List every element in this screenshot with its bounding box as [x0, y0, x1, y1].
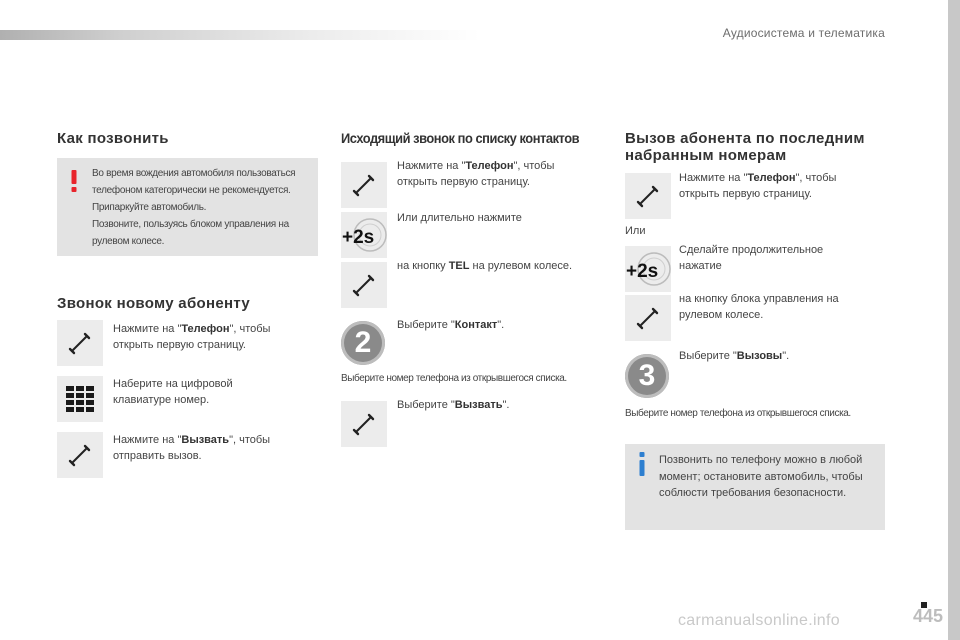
phone-button	[341, 162, 387, 208]
warning-line: рулевом колесе.	[92, 236, 165, 247]
text-part: Нажмите на "	[679, 172, 748, 184]
warning-line: Позвоните, пользуясь блоком управления на	[92, 219, 289, 230]
step-number-2: 2	[341, 321, 385, 365]
phone-icon	[635, 305, 661, 331]
text-part: ", чтобы открыть первую страницу.	[113, 323, 271, 351]
call-button	[57, 432, 103, 478]
col3-note: Выберите номер телефона из открывшегося списка.	[625, 408, 851, 419]
warning-line: телефоном категорически не рекомендуется.	[92, 185, 291, 196]
steering-button	[625, 295, 671, 341]
col1-step3-text	[113, 432, 303, 464]
text-part: ".	[497, 319, 505, 331]
col2-note: Выберите номер телефона из открывшегося списка.	[341, 373, 567, 384]
col3-title	[625, 130, 865, 164]
steering-badge-icon	[625, 246, 671, 292]
info-icon	[638, 452, 646, 476]
warning-line: Во время вождения автомобиля пользоваться	[92, 168, 296, 179]
text-part: Выберите "	[397, 399, 455, 411]
text-part: ", чтобы открыть первую страницу.	[679, 172, 837, 200]
header-bar	[0, 30, 480, 40]
bold-label: Телефон	[465, 160, 514, 172]
info-text: Позвонить по телефону можно в любой момент; остановите автомобиль, чтобы соблюсти требования безопасности.	[659, 454, 863, 499]
page-edge-strip	[948, 0, 960, 640]
phone-icon	[351, 411, 377, 437]
col1-step1-text	[113, 321, 303, 353]
text-part: Выберите "	[397, 319, 455, 331]
col3-long-press: Сделайте продолжительное нажатие	[679, 244, 824, 272]
col3-select-calls	[679, 348, 789, 364]
text-part: Выберите "	[679, 350, 737, 362]
col2-or-long-press: Или длительно нажмите	[397, 212, 522, 224]
phone-icon	[635, 183, 661, 209]
col2-select-contact	[397, 317, 504, 333]
col1-title: Как позвонить	[57, 130, 169, 147]
call-button	[341, 401, 387, 447]
phone-icon	[351, 172, 377, 198]
text-part: на рулевом колесе.	[469, 260, 573, 272]
col3-step1-text	[679, 170, 874, 202]
bold-label: Вызовы	[736, 350, 783, 362]
bold-label: TEL	[448, 260, 470, 272]
warning-line: Припаркуйте автомобиль.	[92, 202, 207, 213]
text-part: Нажмите на "	[113, 323, 182, 335]
col2-tel-text	[397, 258, 607, 274]
steering-badge-icon	[341, 212, 387, 258]
steering-badge	[625, 246, 671, 292]
text-part: Нажмите на "	[397, 160, 466, 172]
col1-step2-text: Наберите на цифровой клавиатуре номер.	[113, 378, 233, 406]
badge-text: +2s	[626, 261, 659, 282]
section-title: Аудиосистема и телематика	[722, 26, 885, 40]
phone-icon	[67, 442, 93, 468]
col2-step1-text	[397, 158, 587, 190]
badge-text: +2s	[342, 227, 375, 248]
phone-button	[625, 173, 671, 219]
step-number-3: 3	[625, 354, 669, 398]
col3-title-line: набранным номерам	[625, 147, 787, 164]
keypad-button	[57, 376, 103, 422]
col3-button-text: на кнопку блока управления на рулевом колесе.	[679, 293, 839, 321]
steering-badge	[341, 212, 387, 258]
col2-title: Исходящий звонок по списку контактов	[341, 130, 580, 146]
phone-icon	[67, 330, 93, 356]
col2-select-call	[397, 397, 509, 413]
text-part: на кнопку	[397, 260, 449, 272]
text-part: ".	[782, 350, 790, 362]
col1-subtitle: Звонок новому абоненту	[57, 295, 250, 312]
keypad-icon	[65, 385, 95, 413]
bold-label: Телефон	[181, 323, 230, 335]
text-part: ", чтобы отправить вызов.	[113, 434, 271, 462]
text-part: Нажмите на "	[113, 434, 182, 446]
warning-icon	[70, 170, 78, 192]
tel-button	[341, 262, 387, 308]
watermark: carmanualsonline.info	[678, 612, 840, 629]
bold-label: Телефон	[747, 172, 796, 184]
col3-or: Или	[625, 225, 646, 237]
warning-text	[92, 165, 314, 250]
phone-icon	[351, 272, 377, 298]
bold-label: Вызвать	[181, 434, 230, 446]
bold-label: Вызвать	[454, 399, 503, 411]
text-part: ", чтобы открыть первую страницу.	[397, 160, 555, 188]
col3-title-line: Вызов абонента по последним	[625, 130, 865, 147]
bold-label: Контакт	[454, 319, 498, 331]
phone-button	[57, 320, 103, 366]
text-part: ".	[502, 399, 510, 411]
page-number: 445	[912, 606, 943, 626]
